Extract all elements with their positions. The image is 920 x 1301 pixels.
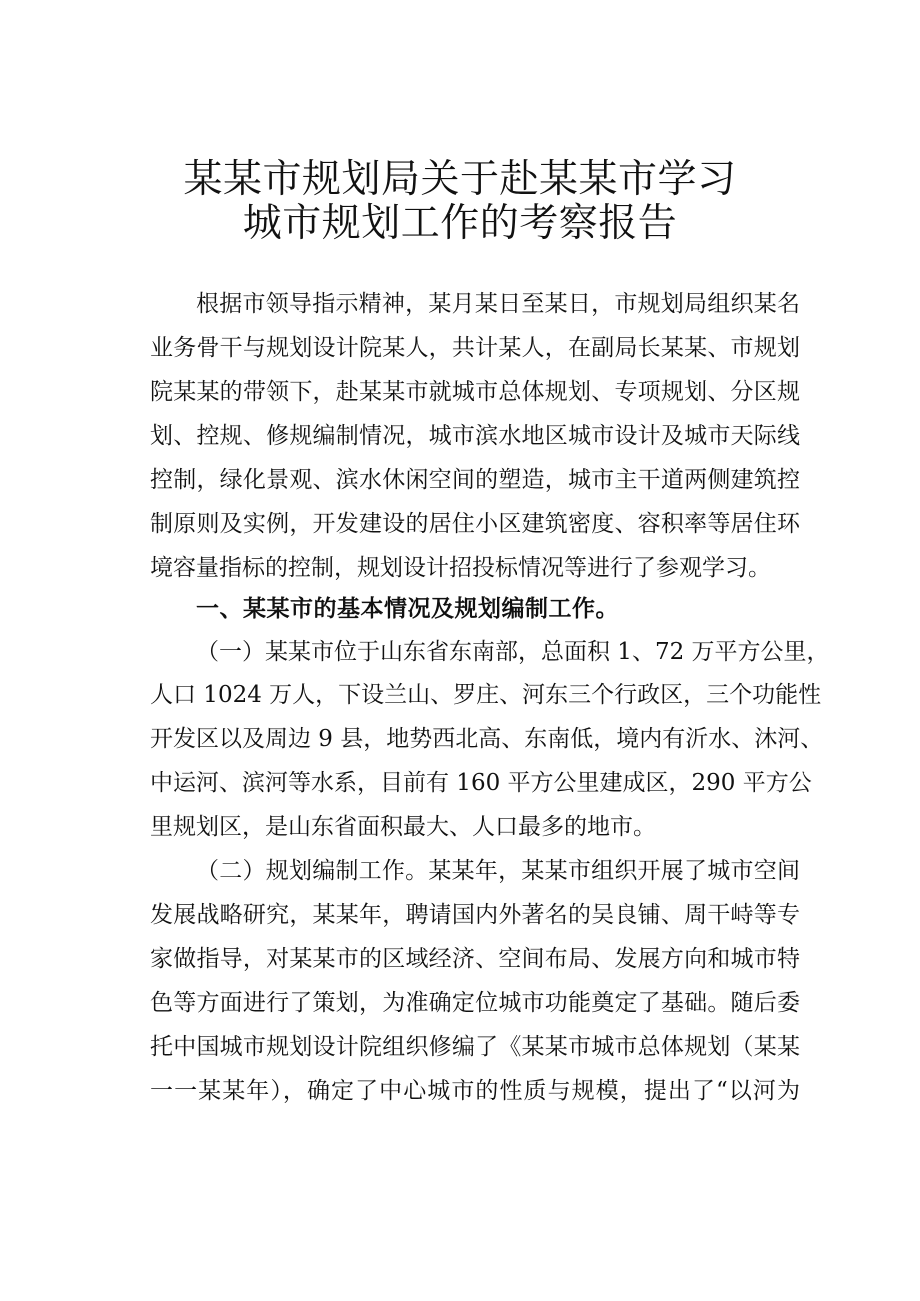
- paragraph-1-line: 根据市领导指示精神，某月某日至某日，市规划局组织某名: [196, 291, 800, 317]
- paragraph-2-line: 开发区以及周边 9 县，地势西北高、东南低，境内有沂水、沐河、: [150, 726, 824, 752]
- document-title-line-1: 某某市规划局关于赴某某市学习: [183, 157, 737, 202]
- paragraph-3-line: 一一某某年），确定了中心城市的性质与规模，提出了“以河为: [150, 1078, 800, 1104]
- document-title-line-2: 城市规划工作的考察报告: [242, 201, 678, 246]
- paragraph-1-line: 院某某的带领下，赴某某市就城市总体规划、专项规划、分区规: [150, 379, 800, 405]
- paragraph-1-line: 境容量指标的控制，规划设计招投标情况等进行了参观学习。: [150, 555, 771, 581]
- paragraph-1-line: 制原则及实例，开发建设的居住小区建筑密度、容积率等居住环: [150, 511, 800, 537]
- paragraph-3-line: 托中国城市规划设计院组织修编了《某某市城市总体规划（某某: [150, 1034, 800, 1060]
- paragraph-2-line: 人口 1024 万人，下设兰山、罗庄、河东三个行政区，三个功能性: [150, 682, 822, 708]
- paragraph-3-line: 家做指导，对某某市的区域经济、空间布局、发展方向和城市特: [150, 946, 800, 972]
- paragraph-3-line: （二）规划编制工作。某某年，某某市组织开展了城市空间: [196, 858, 800, 884]
- paragraph-3-line: 色等方面进行了策划，为准确定位城市功能奠定了基础。随后委: [150, 990, 800, 1016]
- paragraph-2-line: （一）某某市位于山东省东南部，总面积 1、72 万平方公里，: [196, 639, 830, 665]
- paragraph-1-line: 业务骨干与规划设计院某人，共计某人，在副局长某某、市规划: [150, 335, 800, 361]
- paragraph-2-line: 中运河、滨河等水系，目前有 160 平方公里建成区，290 平方公: [150, 770, 812, 796]
- paragraph-2-line: 里规划区，是山东省面积最大、人口最多的地市。: [150, 814, 656, 840]
- paragraph-3-line: 发展战略研究，某某年，聘请国内外著名的吴良铺、周干峙等专: [150, 902, 800, 928]
- section-1-heading: 一、某某市的基本情况及规划编制工作。: [196, 596, 619, 622]
- paragraph-1-line: 划、控规、修规编制情况，城市滨水地区城市设计及城市天际线: [150, 423, 800, 449]
- paragraph-1-line: 控制，绿化景观、滨水休闲空间的塑造，城市主干道两侧建筑控: [150, 467, 800, 493]
